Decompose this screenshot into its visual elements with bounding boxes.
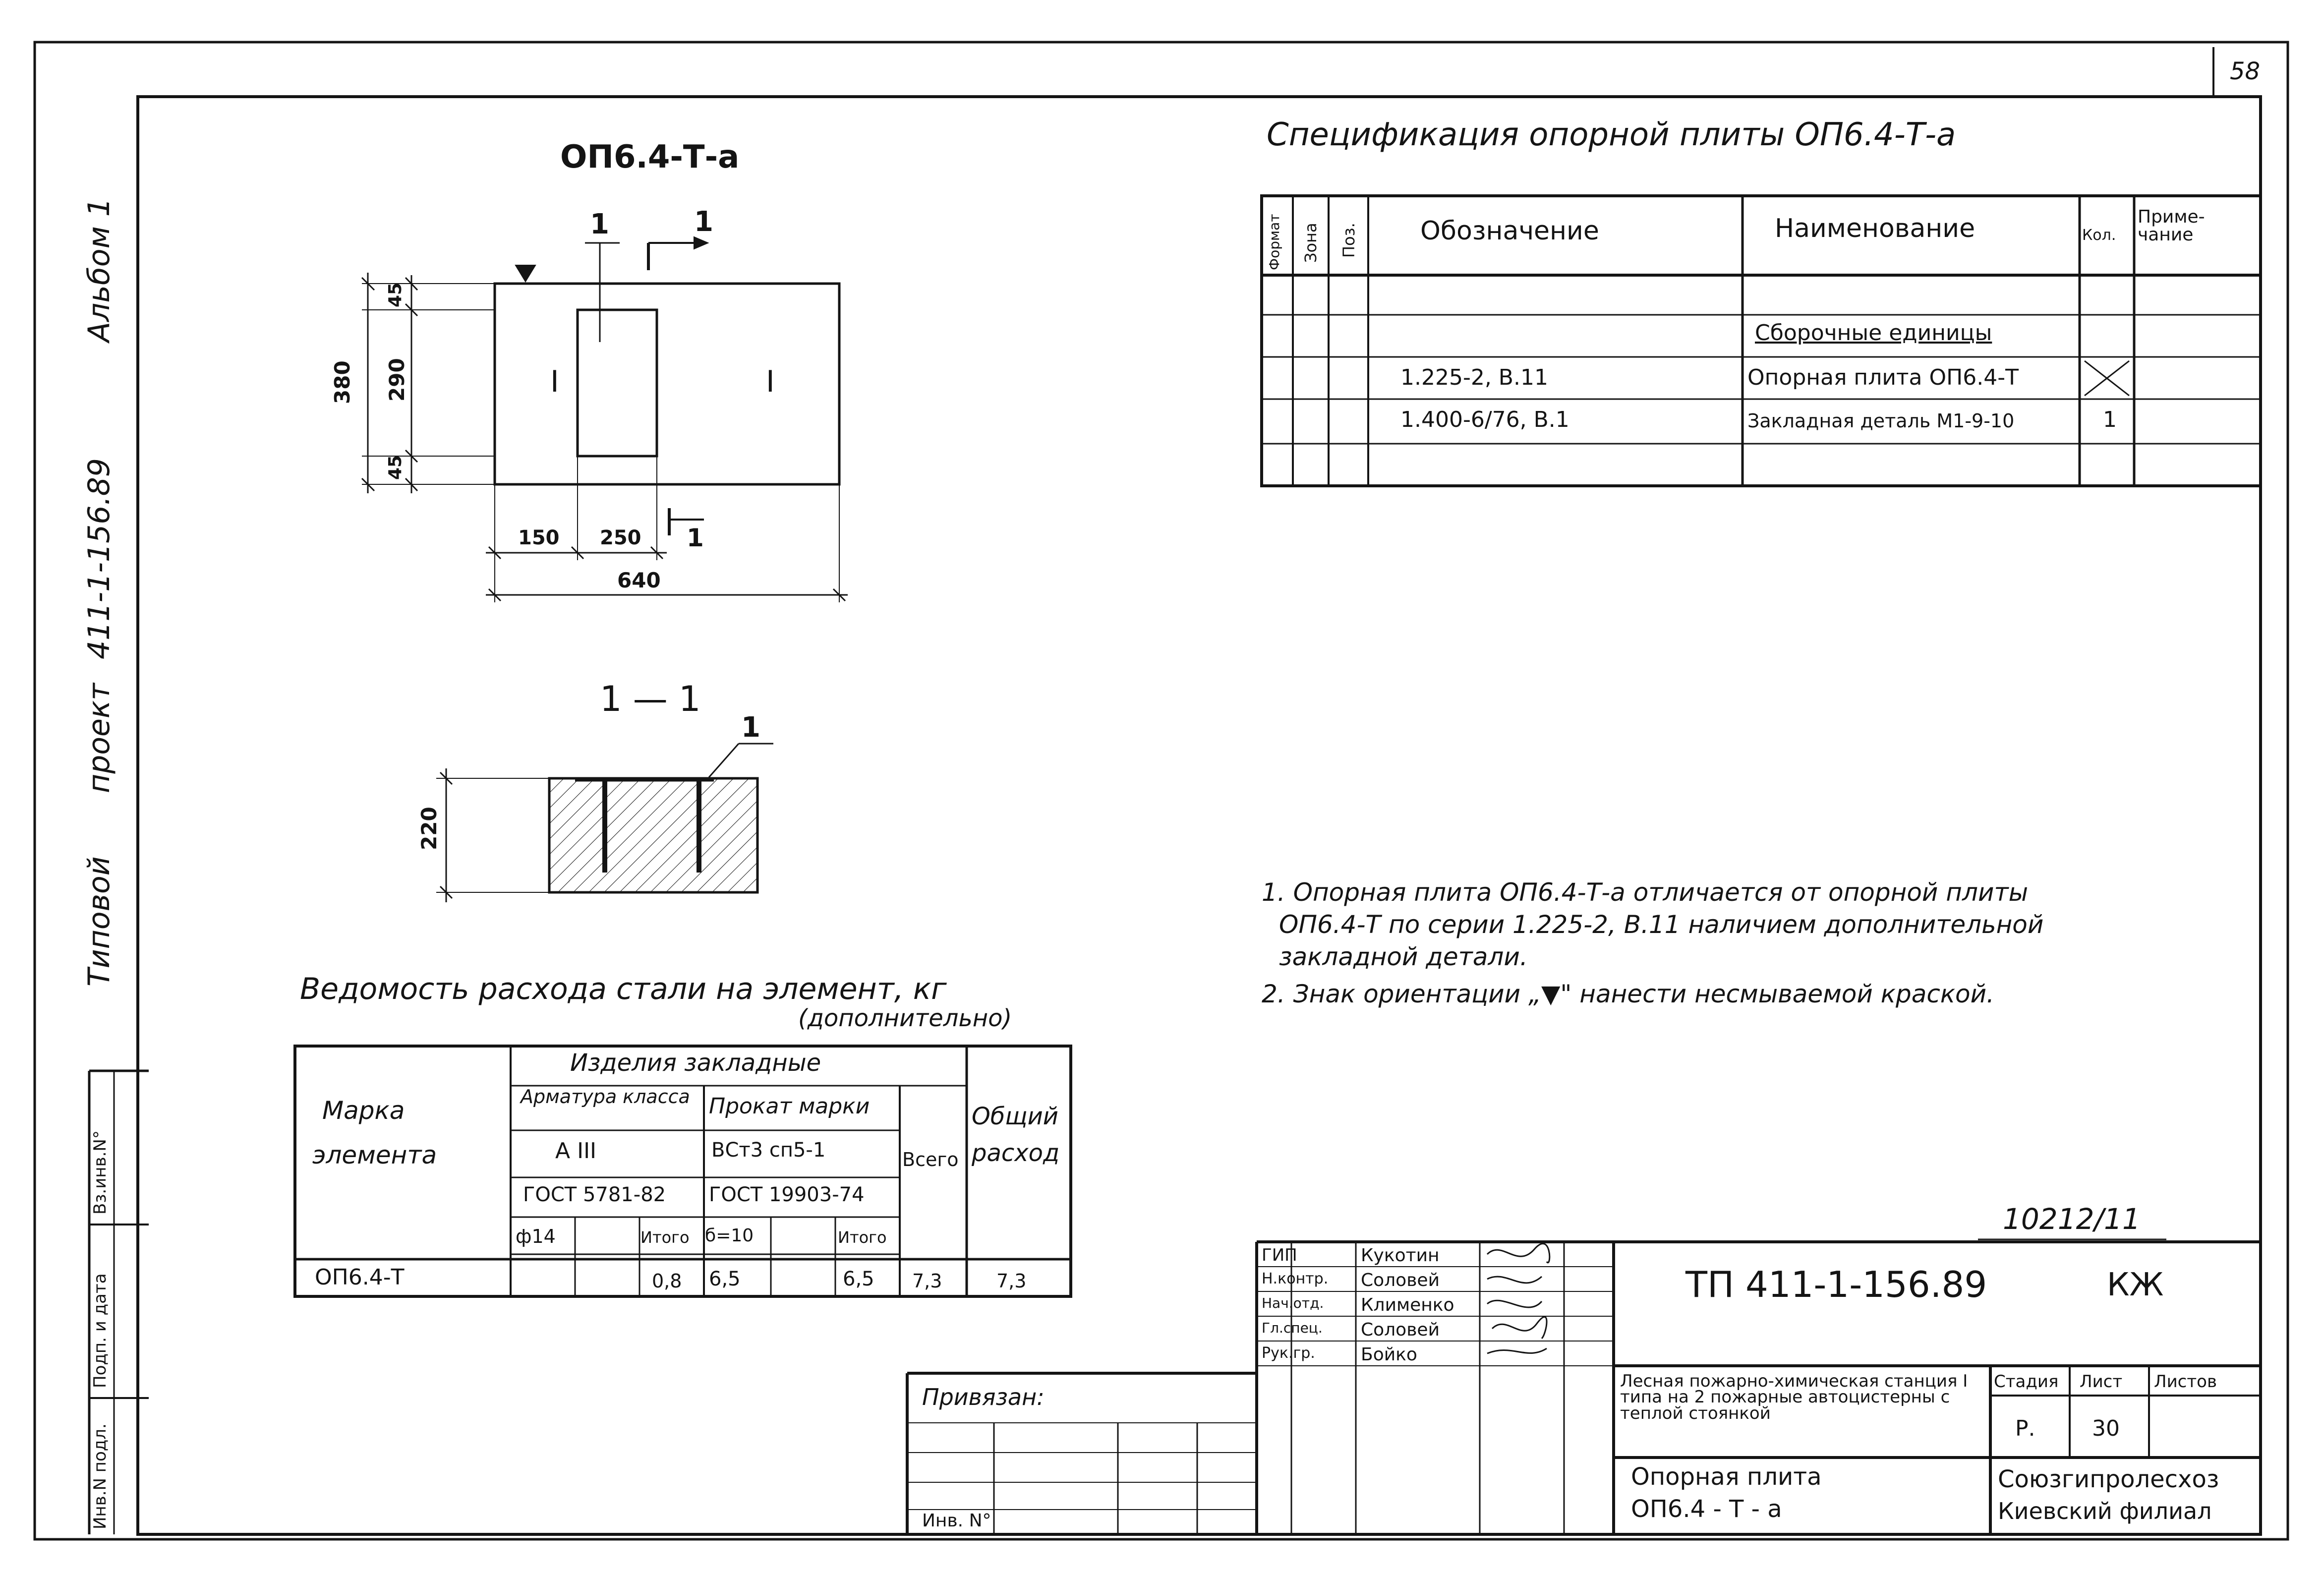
role-3-name: Клименко — [1361, 1295, 1454, 1315]
dim-380: 380 — [330, 360, 354, 404]
dim-220: 220 — [417, 807, 441, 850]
spec-h-name: Наименование — [1775, 214, 1975, 243]
steel-title: Ведомость расхода стали на элемент, кг — [300, 972, 947, 1006]
stamp-sign-date: Подп. и дата — [90, 1273, 110, 1388]
section-pos-label: 1 — [741, 711, 760, 744]
side-project-code: 411-1-156.89 — [82, 458, 116, 659]
steel-h-gost-2: ГОСТ 19903-74 — [709, 1183, 865, 1206]
inv-no-label: Инв. N° — [922, 1511, 991, 1531]
role-1-name: Кукотин — [1361, 1245, 1440, 1266]
steel-h-d10: б=10 — [705, 1225, 754, 1246]
steel-h-total-all: Общий расход — [972, 1103, 1060, 1167]
steel-h-rebar: Арматура класса — [521, 1086, 690, 1108]
spec-h-qty: Кол. — [2082, 227, 2116, 244]
spec-row-2-designation: 1.400-6/76, В.1 — [1400, 407, 1569, 432]
spec-h-pos: Поз. — [1339, 223, 1358, 258]
hand-number: 10212/11 — [2003, 1202, 2141, 1236]
doc-suffix: КЖ — [2107, 1267, 2164, 1303]
dim-290: 290 — [385, 358, 409, 402]
steel-h-element: элемента — [312, 1141, 437, 1169]
spec-row-1-name: Опорная плита ОП6.4-Т — [1747, 365, 2019, 390]
role-5-name: Бойко — [1361, 1344, 1417, 1365]
section-title: 1 — 1 — [600, 679, 701, 719]
stage-label: Стадия — [1994, 1372, 2059, 1392]
spec-h-designation: Обозначение — [1420, 216, 1599, 246]
doc-number: ТП 411-1-156.89 — [1685, 1264, 1987, 1305]
dim-640: 640 — [617, 568, 661, 592]
steel-row-v5: 7,3 — [996, 1270, 1027, 1292]
note-line-3: закладной детали. — [1279, 942, 1528, 971]
steel-row-v4: 7,3 — [912, 1270, 942, 1292]
dim-150: 150 — [518, 526, 560, 549]
role-1: ГИП — [1262, 1245, 1297, 1265]
steel-h-steel-grade: ВСт3 сп5-1 — [711, 1139, 826, 1162]
steel-row-v3: 6,5 — [843, 1268, 874, 1290]
note-line-1: 1. Опорная плита ОП6.4-Т-а отличается от опорной плиты — [1262, 878, 2029, 907]
steel-subtitle: (дополнительно) — [798, 1004, 1012, 1032]
stage-value: Р. — [2015, 1416, 2035, 1441]
steel-h-rolled: Прокат марки — [709, 1094, 870, 1119]
object-name: Лесная пожарно-химическая станция I типа на 2 пожарные автоцистерны с теплой стоянкой — [1620, 1371, 1968, 1423]
note-line-2: ОП6.4-Т по серии 1.225-2, В.11 наличием дополнительной — [1279, 910, 2044, 939]
dim-250: 250 — [600, 526, 641, 549]
stamp-replace-inv: Вз.инв.N° — [90, 1130, 110, 1215]
side-album: Альбом 1 — [82, 198, 116, 342]
spec-h-format: Формат — [1266, 214, 1282, 270]
steel-h-embedded: Изделия закладные — [570, 1049, 821, 1077]
side-project-word: проект — [82, 683, 116, 793]
steel-h-a3: А III — [555, 1138, 597, 1164]
role-2-name: Соловей — [1361, 1270, 1440, 1290]
sheet-label: Лист — [2080, 1372, 2123, 1392]
spec-h-zone: Зона — [1301, 223, 1320, 263]
steel-row-v2: 6,5 — [709, 1268, 741, 1290]
steel-h-mark: Марка — [322, 1096, 405, 1125]
plan-section-mark-bottom: 1 — [687, 524, 704, 552]
role-4: Гл.спец. — [1262, 1320, 1323, 1336]
plan-axis-right: I — [766, 364, 775, 399]
privyazan-label: Привязан: — [922, 1384, 1045, 1410]
spec-h-note: Приме-чание — [2138, 207, 2205, 245]
plan-pos-label: 1 — [590, 208, 609, 240]
spec-group-title: Сборочные единицы — [1755, 320, 1992, 346]
role-3: Нач.отд. — [1262, 1295, 1324, 1311]
steel-h-itogo-2: Итого — [838, 1228, 887, 1247]
sheet-number: 58 — [2230, 58, 2261, 85]
role-2: Н.контр. — [1262, 1270, 1329, 1287]
sheets-label: Листов — [2154, 1372, 2217, 1392]
spec-title: Спецификация опорной плиты ОП6.4-Т-а — [1267, 117, 1956, 153]
dim-45-bottom: 45 — [385, 455, 406, 480]
stamp-inv-orig: Инв.N подл. — [90, 1423, 110, 1529]
plan-section-mark: 1 — [694, 206, 713, 238]
plan-axis-left: I — [550, 364, 559, 399]
drawing-name-1: Опорная плита — [1631, 1463, 1822, 1491]
org-2: Киевский филиал — [1998, 1498, 2212, 1524]
steel-row-mark: ОП6.4-Т — [315, 1265, 405, 1290]
steel-row-v1: 0,8 — [652, 1270, 682, 1292]
spec-row-1-designation: 1.225-2, В.11 — [1400, 365, 1548, 390]
steel-h-d14: ф14 — [516, 1225, 556, 1247]
drawing-name-2: ОП6.4 - Т - а — [1631, 1495, 1782, 1523]
spec-row-2-name: Закладная деталь М1-9-10 — [1747, 410, 2015, 432]
steel-h-gost-1: ГОСТ 5781-82 — [523, 1183, 666, 1206]
note-line-4: 2. Знак ориентации „▼" нанести несмываемой краской. — [1262, 980, 1995, 1008]
spec-row-2-qty: 1 — [2103, 407, 2117, 432]
steel-h-itogo-1: Итого — [640, 1228, 690, 1247]
role-4-name: Соловей — [1361, 1320, 1440, 1340]
dim-45-top: 45 — [385, 282, 406, 307]
org-1: Союзгипролесхоз — [1998, 1465, 2219, 1493]
sheet-value: 30 — [2092, 1416, 2120, 1441]
steel-h-vsego: Всего — [902, 1149, 959, 1170]
plan-title: ОП6.4-Т-а — [560, 139, 740, 175]
side-typical: Типовой — [82, 856, 116, 987]
role-5: Рук.гр. — [1262, 1344, 1315, 1362]
